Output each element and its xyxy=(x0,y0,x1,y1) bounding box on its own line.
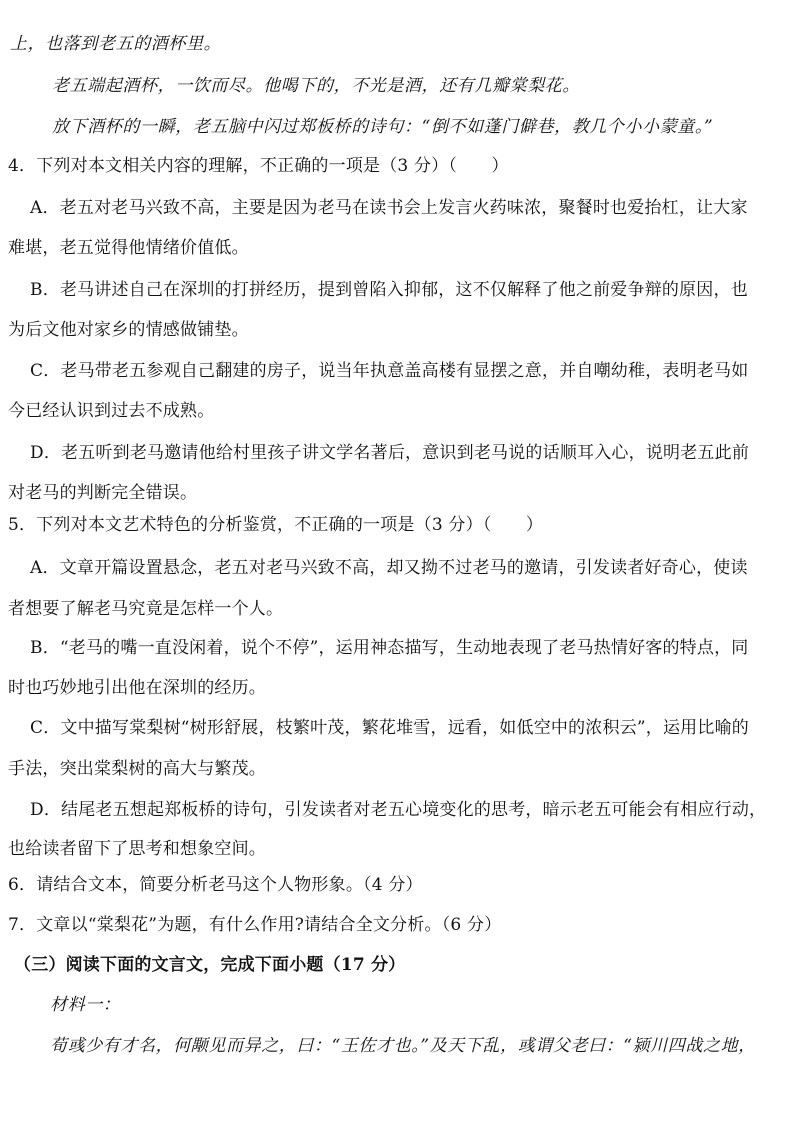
material-1-label: 材料一： xyxy=(50,995,121,1015)
section-3-heading: （三）阅读下面的文言文，完成下面小题（17 分） xyxy=(14,955,406,975)
question-5-option-d-cont: 也给读者留下了思考和想象空间。 xyxy=(8,839,266,859)
question-4-option-c: C．老马带老五参观自己翻建的房子，说当年执意盖高楼有显摆之意，并自嘲幼稚，表明老马如 xyxy=(30,361,749,381)
material-1-text: 荀彧少有才名，何颙见而异之，曰：“王佐才也。”及天下乱，彧谓父老曰：“颍川四战之地， xyxy=(50,1036,756,1056)
story-text-line: 放下酒杯的一瞬，老五脑中闪过郑板桥的诗句：“倒不如蓬门僻巷，教几个小小蒙童。” xyxy=(52,117,714,137)
question-5-option-d: D．结尾老五想起郑板桥的诗句，引发读者对老五心境变化的思考，暗示老五可能会有相应行动， xyxy=(30,800,767,820)
question-4-option-a-cont: 难堪，老五觉得他情绪价值低。 xyxy=(8,238,249,258)
question-5-option-c: C．文中描写棠梨树“树形舒展，枝繁叶茂，繁花堆雪，远看，如低空中的浓积云”，运用比喻的 xyxy=(30,718,749,738)
question-5-option-a-cont: 者想要了解老马究竟是怎样一个人。 xyxy=(8,599,284,619)
question-4-option-c-cont: 今已经认识到过去不成熟。 xyxy=(8,401,215,421)
question-4-option-d: D．老五听到老马邀请他给村里孩子讲文学名著后，意识到老马说的话顺耳入心，说明老五此前 xyxy=(30,443,750,463)
question-5-option-c-cont: 手法，突出棠梨树的高大与繁茂。 xyxy=(8,759,266,779)
question-6: 6．请结合文本，简要分析老马这个人物形象。（4 分） xyxy=(8,875,423,895)
question-5-stem: 5．下列对本文艺术特色的分析鉴赏，不正确的一项是（3 分）（ ） xyxy=(8,515,544,535)
question-7: 7．文章以“棠梨花”为题，有什么作用?请结合全文分析。（6 分） xyxy=(8,915,502,935)
question-4-option-b: B．老马讲述自己在深圳的打拼经历，提到曾陷入抑郁，这不仅解释了他之前爱争辩的原因，也 xyxy=(30,280,748,300)
question-4-option-b-cont: 为后文他对家乡的情感做铺垫。 xyxy=(8,320,249,340)
story-text-line: 老五端起酒杯，一饮而尽。他喝下的，不光是酒，还有几瓣棠梨花。 xyxy=(52,76,580,96)
question-4-option-d-cont: 对老马的判断完全错误。 xyxy=(8,483,198,503)
question-4-option-a: A．老五对老马兴致不高，主要是因为老马在读书会上发言火药味浓，聚餐时也爱抬杠，让大家 xyxy=(30,198,748,218)
question-5-option-a: A．文章开篇设置悬念，老五对老马兴致不高，却又拗不过老马的邀请，引发读者好奇心，使读 xyxy=(30,558,748,578)
question-5-option-b: B．“老马的嘴一直没闲着，说个不停”，运用神态描写，生动地表现了老马热情好客的特点，同 xyxy=(30,638,749,658)
question-4-stem: 4．下列对本文相关内容的理解，不正确的一项是（3 分）（ ） xyxy=(8,156,509,176)
story-text-line: 上，也落到老五的酒杯里。 xyxy=(10,34,222,54)
question-5-option-b-cont: 时也巧妙地引出他在深圳的经历。 xyxy=(8,678,266,698)
